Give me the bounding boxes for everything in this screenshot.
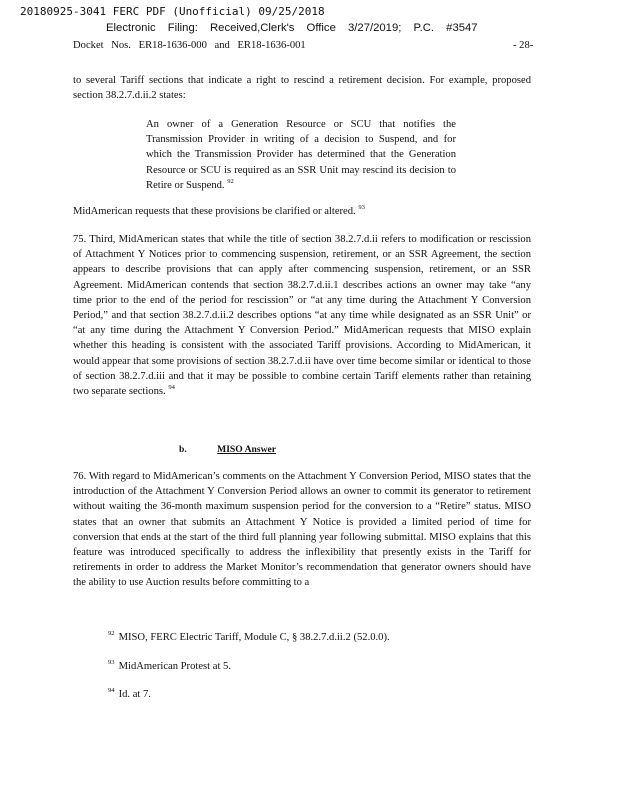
footnote-ref-93[interactable]: 93 xyxy=(358,204,365,211)
request-text: MidAmerican requests that these provisions be clarified or altered. xyxy=(73,206,356,217)
heading-title: MISO Answer xyxy=(217,444,277,455)
footnote-number: 92 xyxy=(108,630,115,637)
paragraph-76-text: 76. With regard to MidAmerican’s comments on the Attachment Y Conversion Period, MISO states that the introduction of the Attachment Y Conversion Period allows an owner to commit its generator to retirement without waiting the 36-month maximum suspension period for the conversion to a “Retire” status. MISO states that an owner that submits an Attachment Y Notice is provided a limited period of time for conversion that ends at the start of the third full planning year following submittal. MISO explains that this feature was introduced specifically to address the inflexibility that presently exists in the Tariff for retirements in order to address the Market Monitor’s recommendation that generator owners should have the ability to use Auction results before committing to a xyxy=(73,471,531,589)
page-number: - 28- xyxy=(513,40,534,51)
footnote-number: 93 xyxy=(108,659,115,666)
footnote-text: Id. at 7. xyxy=(118,689,151,700)
paragraph-75 xyxy=(73,232,531,399)
request-paragraph xyxy=(73,204,531,219)
heading-letter: b. xyxy=(179,444,187,455)
footnote-93 xyxy=(108,655,231,674)
footnote-text: MISO, FERC Electric Tariff, Module C, § 38.2.7.d.ii.2 (52.0.0). xyxy=(118,632,390,643)
section-heading xyxy=(179,442,276,457)
footnote-text: MidAmerican Protest at 5. xyxy=(118,661,231,672)
efiling-header: Electronic Filing: Received,Clerk's Office 3/27/2019; P.C. #3547 xyxy=(106,22,478,34)
footnote-94 xyxy=(108,683,151,702)
intro-paragraph xyxy=(73,73,531,103)
footnote-ref-92[interactable]: 92 xyxy=(227,177,234,185)
docket-numbers: Docket Nos. ER18-1636-000 and ER18-1636-001 xyxy=(73,40,306,51)
footnote-ref-94[interactable]: 94 xyxy=(168,384,175,392)
paragraph-75-text: 75. Third, MidAmerican states that while the title of section 38.2.7.d.ii refers to modification or rescission of Attachment Y Notices prior to commencing suspension, retirement, or an SSR Agreement, the section appears to describe provisions that can apply after commencing suspension, retirement, or an SSR Agreement. MidAmerican contends that section 38.2.7.d.ii.1 describes actions an owner may take “any time prior to the end of the period for rescission” or “at any time during the Attachment Y Conversion Period,” and that section 38.2.7.d.ii.2 describes options “at any time while designated as an SSR Unit” or “at any time during the Attachment Y Conversion Period.” MidAmerican requests that MISO explain whether this heading is consistent with the associated Tariff provisions. According to MidAmerican, it would appear that some provisions of section 38.2.7.d.ii have over time become similar or identical to those of section 38.2.7.d.iii and that it may be possible to combine certain Tariff elements rather than retaining two separate sections. xyxy=(73,234,531,398)
footnote-92 xyxy=(108,626,390,645)
quote-text: An owner of a Generation Resource or SCU that notifies the Transmission Provider in writing of a decision to Suspend, and for which the Transmission Provider has determined that the Generation Resource or SCU is required as an SSR Unit may rescind its decision to Retire or Suspend. xyxy=(146,119,456,191)
footnote-number: 94 xyxy=(108,687,115,694)
paragraph-76 xyxy=(73,469,531,591)
ferc-stamp: 20180925-3041 FERC PDF (Unofficial) 09/25/2018 xyxy=(20,5,325,18)
intro-text: to several Tariff sections that indicate a right to rescind a retirement decision. For example, proposed section 38.2.7.d.ii.2 states: xyxy=(73,75,531,102)
block-quote xyxy=(146,117,456,193)
